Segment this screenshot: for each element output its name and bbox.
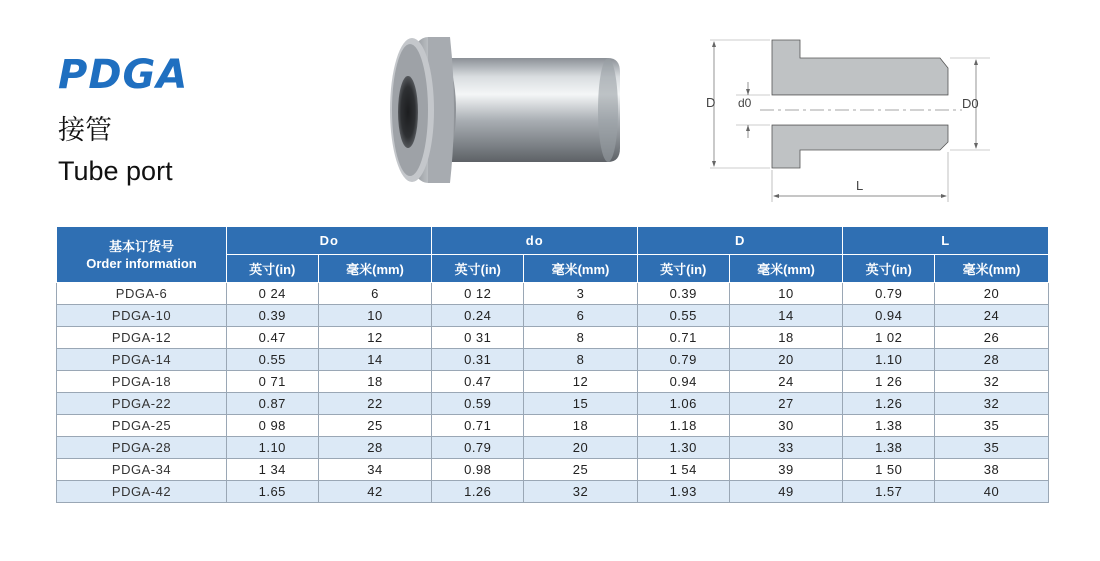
product-name-en: Tube port <box>58 156 173 186</box>
order-header-en: Order information <box>86 255 197 271</box>
table-cell: 32 <box>524 481 638 503</box>
table-cell: 0.47 <box>227 327 319 349</box>
order-code-cell: PDGA-12 <box>57 327 227 349</box>
table-cell: 40 <box>934 481 1048 503</box>
table-row <box>57 415 1049 437</box>
table-row <box>57 393 1049 415</box>
table-cell: 0.55 <box>637 305 729 327</box>
table-cell: 33 <box>729 437 843 459</box>
table-cell: 20 <box>524 437 638 459</box>
order-code-cell: PDGA-34 <box>57 459 227 481</box>
table-cell: 1 02 <box>843 327 935 349</box>
unit-header: 英寸(in) <box>843 255 935 283</box>
group-header-D: D <box>637 227 842 255</box>
table-row <box>57 437 1049 459</box>
table-cell: 0.71 <box>432 415 524 437</box>
section-drawing <box>700 30 1000 210</box>
spec-table-body <box>57 283 1049 503</box>
table-cell: 1.26 <box>843 393 935 415</box>
table-cell: 1.93 <box>637 481 729 503</box>
label-L: L <box>856 178 864 193</box>
label-D: D <box>706 95 716 110</box>
table-cell: 1.38 <box>843 437 935 459</box>
table-cell: 8 <box>524 327 638 349</box>
table-cell: 0.24 <box>432 305 524 327</box>
unit-header: 英寸(in) <box>637 255 729 283</box>
unit-header: 毫米(mm) <box>934 255 1048 283</box>
unit-header: 毫米(mm) <box>729 255 843 283</box>
table-cell: 28 <box>318 437 432 459</box>
table-cell: 38 <box>934 459 1048 481</box>
table-cell: 1.57 <box>843 481 935 503</box>
table-row <box>57 327 1049 349</box>
table-cell: 10 <box>318 305 432 327</box>
table-cell: 0.94 <box>843 305 935 327</box>
table-cell: 0 98 <box>227 415 319 437</box>
table-cell: 0.47 <box>432 371 524 393</box>
table-cell: 1 50 <box>843 459 935 481</box>
table-cell: 14 <box>318 349 432 371</box>
order-code-cell: PDGA-18 <box>57 371 227 393</box>
table-cell: 25 <box>524 459 638 481</box>
group-header-L: L <box>843 227 1049 255</box>
table-cell: 18 <box>318 371 432 393</box>
table-cell: 34 <box>318 459 432 481</box>
table-cell: 1.65 <box>227 481 319 503</box>
table-cell: 6 <box>524 305 638 327</box>
product-code: PDGA <box>58 52 189 98</box>
table-cell: 0.98 <box>432 459 524 481</box>
table-cell: 8 <box>524 349 638 371</box>
table-cell: 0 71 <box>227 371 319 393</box>
table-cell: 0 31 <box>432 327 524 349</box>
table-row <box>57 371 1049 393</box>
table-cell: 0.79 <box>432 437 524 459</box>
order-code-cell: PDGA-22 <box>57 393 227 415</box>
table-cell: 1.38 <box>843 415 935 437</box>
table-cell: 1 34 <box>227 459 319 481</box>
table-cell: 0.71 <box>637 327 729 349</box>
table-cell: 0.39 <box>227 305 319 327</box>
table-cell: 20 <box>729 349 843 371</box>
table-cell: 12 <box>524 371 638 393</box>
order-code-cell: PDGA-25 <box>57 415 227 437</box>
table-cell: 1 54 <box>637 459 729 481</box>
table-cell: 25 <box>318 415 432 437</box>
table-cell: 1.06 <box>637 393 729 415</box>
table-cell: 1 26 <box>843 371 935 393</box>
table-cell: 0 24 <box>227 283 319 305</box>
table-cell: 14 <box>729 305 843 327</box>
table-cell: 1.10 <box>227 437 319 459</box>
table-cell: 10 <box>729 283 843 305</box>
table-cell: 22 <box>318 393 432 415</box>
table-row <box>57 459 1049 481</box>
table-row <box>57 305 1049 327</box>
order-info-header <box>57 227 227 283</box>
label-D0: D0 <box>962 96 979 111</box>
order-spec-table <box>56 226 1049 503</box>
table-cell: 15 <box>524 393 638 415</box>
unit-header: 毫米(mm) <box>318 255 432 283</box>
table-cell: 42 <box>318 481 432 503</box>
order-code-cell: PDGA-10 <box>57 305 227 327</box>
table-cell: 35 <box>934 437 1048 459</box>
unit-header: 英寸(in) <box>432 255 524 283</box>
table-cell: 0.55 <box>227 349 319 371</box>
order-code-cell: PDGA-14 <box>57 349 227 371</box>
table-cell: 0.59 <box>432 393 524 415</box>
unit-header: 毫米(mm) <box>524 255 638 283</box>
table-row <box>57 349 1049 371</box>
table-cell: 0.39 <box>637 283 729 305</box>
table-cell: 1.26 <box>432 481 524 503</box>
table-cell: 0.79 <box>637 349 729 371</box>
table-cell: 24 <box>729 371 843 393</box>
table-cell: 0.94 <box>637 371 729 393</box>
table-cell: 1.10 <box>843 349 935 371</box>
product-photo <box>388 30 638 190</box>
table-cell: 49 <box>729 481 843 503</box>
table-cell: 1.18 <box>637 415 729 437</box>
table-cell: 12 <box>318 327 432 349</box>
table-cell: 0.31 <box>432 349 524 371</box>
table-cell: 35 <box>934 415 1048 437</box>
group-header-Do: Do <box>227 227 432 255</box>
order-code-cell: PDGA-6 <box>57 283 227 305</box>
table-cell: 20 <box>934 283 1048 305</box>
table-cell: 1.30 <box>637 437 729 459</box>
order-header-cn: 基本订货号 <box>108 238 174 254</box>
table-cell: 18 <box>729 327 843 349</box>
table-cell: 27 <box>729 393 843 415</box>
unit-header: 英寸(in) <box>227 255 319 283</box>
table-cell: 0.79 <box>843 283 935 305</box>
order-code-cell: PDGA-42 <box>57 481 227 503</box>
group-header-do: do <box>432 227 637 255</box>
table-cell: 32 <box>934 393 1048 415</box>
table-cell: 0 12 <box>432 283 524 305</box>
table-cell: 18 <box>524 415 638 437</box>
table-cell: 0.87 <box>227 393 319 415</box>
table-cell: 6 <box>318 283 432 305</box>
table-cell: 3 <box>524 283 638 305</box>
table-cell: 30 <box>729 415 843 437</box>
product-name-cn: 接管 <box>58 115 112 146</box>
table-cell: 26 <box>934 327 1048 349</box>
order-code-cell: PDGA-28 <box>57 437 227 459</box>
table-cell: 24 <box>934 305 1048 327</box>
table-cell: 28 <box>934 349 1048 371</box>
label-d0: d0 <box>738 96 752 110</box>
table-cell: 39 <box>729 459 843 481</box>
table-row <box>57 481 1049 503</box>
table-row <box>57 283 1049 305</box>
table-cell: 32 <box>934 371 1048 393</box>
